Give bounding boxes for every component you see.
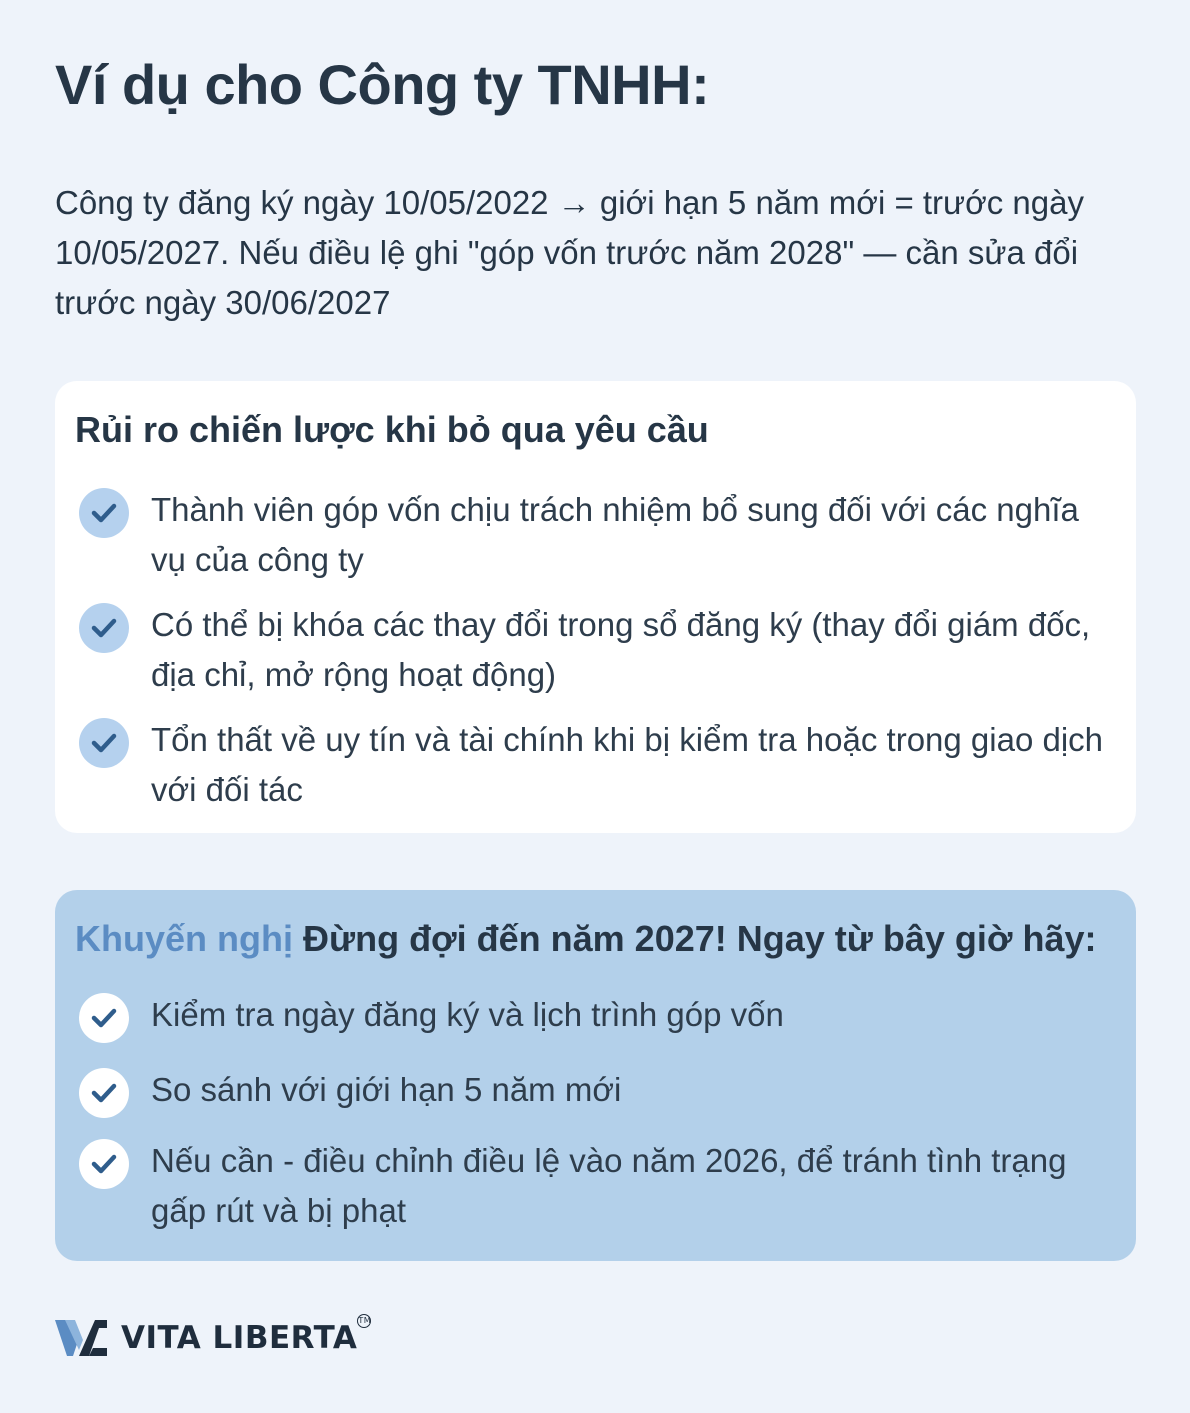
list-item-text: Kiểm tra ngày đăng ký và lịch trình góp vốn	[151, 996, 784, 1033]
brand-logo	[55, 1316, 372, 1358]
check-icon	[79, 1139, 129, 1189]
recommendation-card	[55, 890, 1136, 1261]
list-item-text: Thành viên góp vốn chịu trách nhiệm bổ sung đối với các nghĩa vụ của công ty	[151, 491, 1079, 578]
check-icon	[79, 993, 129, 1043]
list-item-text: Có thể bị khóa các thay đổi trong sổ đăng ký (thay đổi giám đốc, địa chỉ, mở rộng hoạt động)	[151, 606, 1091, 693]
risk-list	[75, 485, 1116, 815]
list-item	[75, 600, 1116, 700]
list-item-text: So sánh với giới hạn 5 năm mới	[151, 1071, 622, 1108]
brand-name	[121, 1316, 372, 1356]
recommendation-heading-text: Đừng đợi đến năm 2027! Ngay từ bây giờ hãy:	[303, 918, 1097, 959]
list-item	[75, 485, 1116, 585]
check-icon	[79, 488, 129, 538]
check-icon	[79, 718, 129, 768]
recommendation-heading	[75, 912, 1116, 966]
trademark-mark: TM	[357, 1314, 371, 1328]
list-item	[75, 715, 1116, 815]
list-item-text: Tổn thất về uy tín và tài chính khi bị kiểm tra hoặc trong giao dịch với đối tác	[151, 721, 1104, 808]
intro-text: Công ty đăng ký ngày 10/05/2022 → giới hạn 5 năm mới = trước ngày 10/05/2027. Nếu điều lệ ghi "góp vốn trước năm 2028" — cần sửa đổi trước ngày 30/06/2027	[55, 184, 1084, 321]
page-title: Ví dụ cho Công ty TNHH:	[55, 53, 710, 116]
list-item	[75, 990, 1116, 1040]
check-icon	[79, 603, 129, 653]
check-icon	[79, 1068, 129, 1118]
list-item	[75, 1136, 1116, 1236]
recommendation-list	[75, 990, 1116, 1236]
brand-name-text: VITA LIBERTA	[121, 1320, 358, 1356]
vita-liberta-logo-icon	[55, 1318, 109, 1358]
list-item-text: Nếu cần - điều chỉnh điều lệ vào năm 2026, để tránh tình trạng gấp rút và bị phạt	[151, 1142, 1067, 1229]
risk-card	[55, 381, 1136, 833]
risk-heading: Rủi ro chiến lược khi bỏ qua yêu cầu	[75, 409, 709, 450]
recommendation-accent: Khuyến nghị	[75, 918, 293, 959]
list-item	[75, 1065, 1116, 1115]
